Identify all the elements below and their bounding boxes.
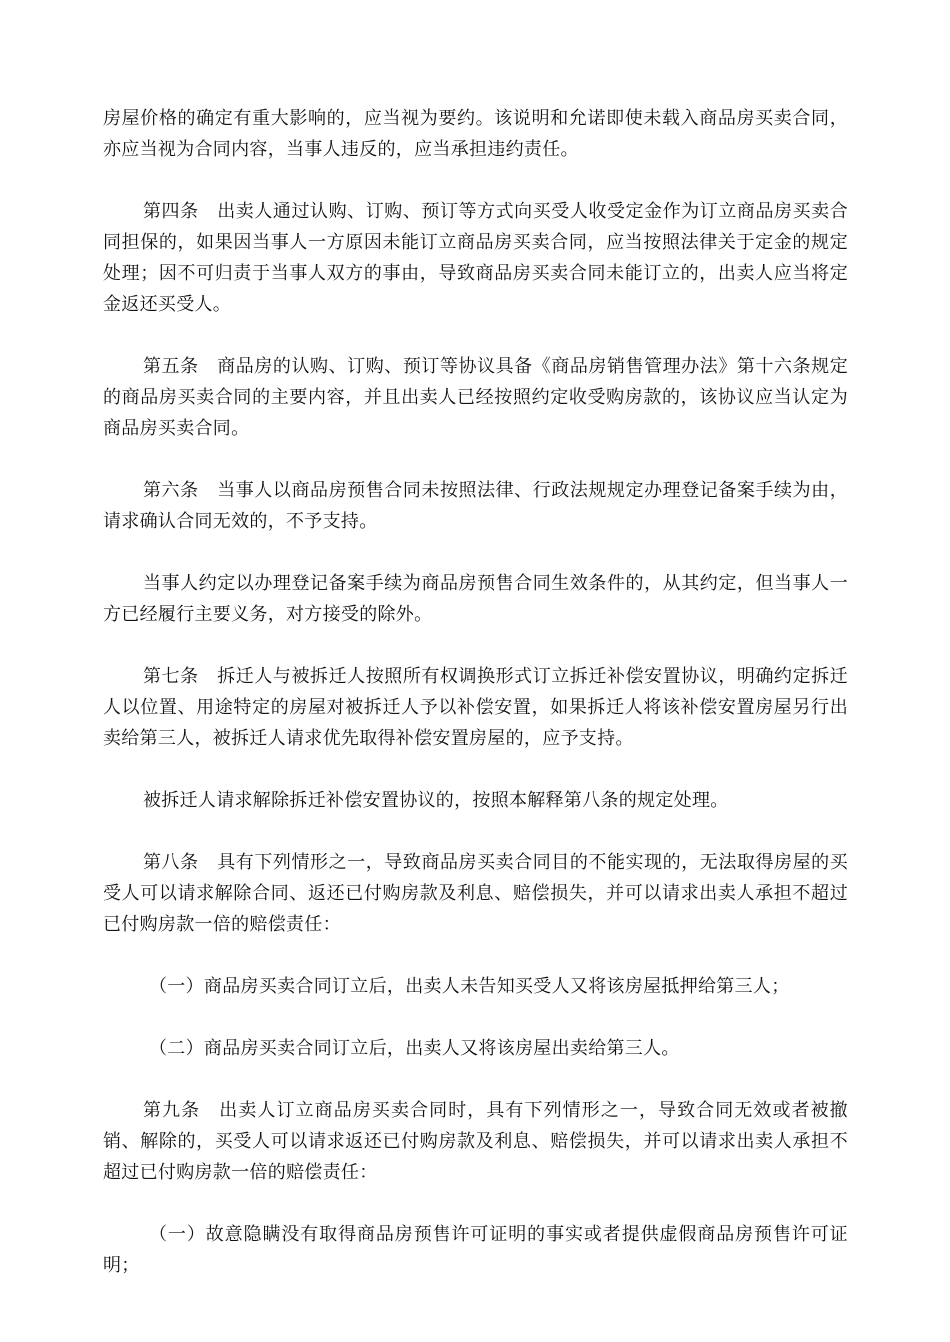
document-page [103, 103, 848, 1312]
article-7-clause-2: 被拆迁人请求解除拆迁补偿安置协议的，按照本解释第八条的规定处理。 [143, 790, 729, 811]
article-6: 第六条 当事人以商品房预售合同未按照法律、行政法规规定办理登记备案手续为由，请求确认合同无效的，不予支持。 [103, 480, 848, 532]
article-7: 第七条 拆迁人与被拆迁人按照所有权调换形式订立拆迁补偿安置协议，明确约定拆迁人以位置、用途特定的房屋对被拆迁人予以补偿安置，如果拆迁人将该补偿安置房屋另行出卖给第三人，被拆迁人请求优先取得补偿安置房屋的，应予支持。 [103, 666, 848, 749]
article-8-item-2: （二）商品房买卖合同订立后，出卖人又将该房屋出卖给第三人。 [149, 1038, 680, 1059]
article-5: 第五条 商品房的认购、订购、预订等协议具备《商品房销售管理办法》第十六条规定的商品房买卖合同的主要内容，并且出卖人已经按照约定收受购房款的，该协议应当认定为商品房买卖合同。 [103, 356, 848, 439]
article-9-item-1: （一）故意隐瞒没有取得商品房预售许可证明的事实或者提供虚假商品房预售许可证明； [103, 1224, 848, 1276]
article-8: 第八条 具有下列情形之一，导致商品房买卖合同目的不能实现的，无法取得房屋的买受人可以请求解除合同、返还已付购房款及利息、赔偿损失，并可以请求出卖人承担不超过已付购房款一倍的赔偿责任： [103, 852, 848, 935]
article-8-item-1: （一）商品房买卖合同订立后，出卖人未告知买受人又将该房屋抵押给第三人； [149, 976, 790, 997]
article-9: 第九条 出卖人订立商品房买卖合同时，具有下列情形之一，导致合同无效或者被撤销、解除的，买受人可以请求返还已付购房款及利息、赔偿损失，并可以请求出卖人承担不超过已付购房款一倍的赔偿责任： [103, 1100, 848, 1183]
paragraph-continuation: 房屋价格的确定有重大影响的，应当视为要约。该说明和允诺即使未载入商品房买卖合同，亦应当视为合同内容，当事人违反的，应当承担违约责任。 [103, 108, 848, 160]
article-4: 第四条 出卖人通过认购、订购、预订等方式向买受人收受定金作为订立商品房买卖合同担保的，如果因当事人一方原因未能订立商品房买卖合同，应当按照法律关于定金的规定处理；因不可归责于当事人双方的事由，导致商品房买卖合同未能订立的，出卖人应当将定金返还买受人。 [103, 201, 848, 315]
article-6-clause-2: 当事人约定以办理登记备案手续为商品房预售合同生效条件的，从其约定，但当事人一方已经履行主要义务，对方接受的除外。 [103, 573, 848, 625]
